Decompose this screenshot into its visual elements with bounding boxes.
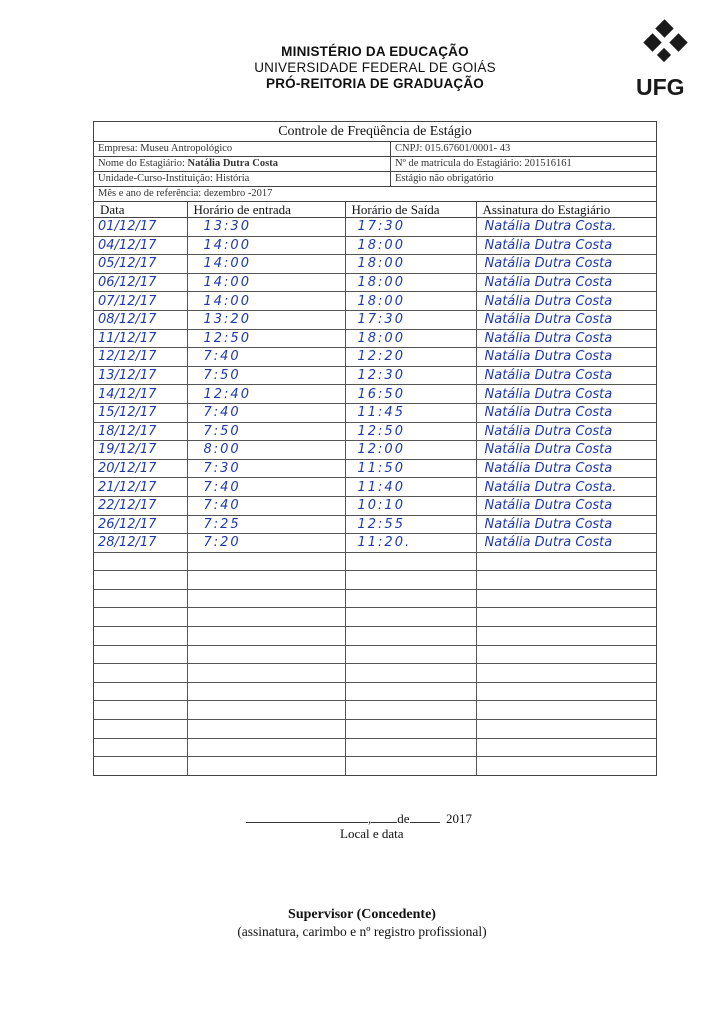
header-date: Data: [94, 202, 187, 218]
cell-date: 26/12/17: [94, 515, 187, 534]
cell-entry-time: 7:50: [187, 366, 345, 385]
cell-entry-time: 14:00: [187, 255, 345, 274]
cell-entry-time: 7:20: [187, 534, 345, 553]
cell-entry-time: 7:40: [187, 496, 345, 515]
cell-entry-time: [187, 608, 345, 627]
intern-name-label: Nome do Estagiário:: [98, 158, 188, 169]
cell-signature: [476, 589, 656, 608]
cell-entry-time: 12:40: [187, 385, 345, 404]
table-row: [94, 329, 656, 348]
header-entry-time: Horário de entrada: [187, 202, 345, 218]
cell-exit-time: 18:00: [345, 236, 476, 255]
cell-signature: [476, 701, 656, 720]
cell-date: 12/12/17: [94, 348, 187, 367]
cell-exit-time: 18:00: [345, 292, 476, 311]
logo-square-icon: [655, 19, 673, 37]
month-blank: [410, 810, 440, 823]
cell-date: 15/12/17: [94, 403, 187, 422]
cell-date: [94, 682, 187, 701]
cell-signature: Natália Dutra Costa: [476, 292, 656, 311]
cell-signature: Natália Dutra Costa: [476, 236, 656, 255]
reference-month-field: Mês e ano de referência: dezembro -2017: [98, 188, 273, 199]
cell-signature: [476, 608, 656, 627]
cell-signature: [476, 627, 656, 646]
table-row: [94, 589, 656, 608]
cell-date: [94, 608, 187, 627]
table-header-row: [94, 202, 656, 218]
internship-type-field: Estágio não obrigatório: [395, 173, 494, 184]
cell-date: 28/12/17: [94, 534, 187, 553]
cell-entry-time: [187, 645, 345, 664]
cell-signature: Natália Dutra Costa: [476, 441, 656, 460]
table-row: [94, 645, 656, 664]
cell-signature: [476, 720, 656, 739]
table-row: [94, 682, 656, 701]
table-row: [94, 422, 656, 441]
ufg-logo: [632, 18, 692, 102]
cell-exit-time: 11:50: [345, 459, 476, 478]
cell-exit-time: 17:30: [345, 218, 476, 237]
cell-date: 14/12/17: [94, 385, 187, 404]
date-separator: ,: [368, 811, 372, 826]
place-blank: [246, 810, 368, 823]
cell-date: 01/12/17: [94, 218, 187, 237]
cell-date: [94, 757, 187, 775]
cell-date: [94, 738, 187, 757]
cell-signature: Natália Dutra Costa.: [476, 218, 656, 237]
cell-exit-time: 17:30: [345, 310, 476, 329]
logo-text: UFG: [636, 74, 685, 100]
cell-exit-time: 11:40: [345, 478, 476, 497]
cell-exit-time: [345, 664, 476, 683]
cell-date: 07/12/17: [94, 292, 187, 311]
cnpj-field: CNPJ: 015.67601/0001- 43: [395, 143, 511, 154]
table-row: [94, 441, 656, 460]
table-row: [94, 534, 656, 553]
cell-date: [94, 627, 187, 646]
cell-signature: Natália Dutra Costa: [476, 255, 656, 274]
cell-exit-time: [345, 608, 476, 627]
table-row: [94, 459, 656, 478]
cell-exit-time: 11:20.: [345, 534, 476, 553]
table-row: [94, 496, 656, 515]
cell-date: 18/12/17: [94, 422, 187, 441]
company-field: Empresa: Museu Antropológico: [94, 142, 391, 156]
day-blank: [371, 810, 397, 823]
cell-signature: Natália Dutra Costa.: [476, 478, 656, 497]
cell-signature: Natália Dutra Costa: [476, 515, 656, 534]
table-row: [94, 310, 656, 329]
cell-date: 19/12/17: [94, 441, 187, 460]
place-date-label: Local e data: [340, 826, 404, 841]
table-row: [94, 292, 656, 311]
cell-entry-time: [187, 738, 345, 757]
cell-exit-time: 12:50: [345, 422, 476, 441]
attendance-table: [94, 202, 656, 775]
cell-exit-time: [345, 552, 476, 571]
table-row: [94, 218, 656, 237]
intern-name-field: [94, 157, 391, 171]
table-row: [94, 403, 656, 422]
cell-exit-time: 10:10: [345, 496, 476, 515]
cell-date: [94, 552, 187, 571]
cell-date: 22/12/17: [94, 496, 187, 515]
cell-date: [94, 720, 187, 739]
cell-date: 05/12/17: [94, 255, 187, 274]
cell-signature: Natália Dutra Costa: [476, 385, 656, 404]
ministry-title: MINISTÉRIO DA EDUCAÇÃO: [281, 44, 469, 59]
cell-exit-time: 18:00: [345, 273, 476, 292]
cell-entry-time: 7:50: [187, 422, 345, 441]
cell-exit-time: [345, 738, 476, 757]
year-text: 2017: [446, 811, 473, 826]
document-header: [200, 44, 550, 92]
supervisor-subtitle: (assinatura, carimbo e nº registro profissional): [237, 924, 487, 939]
header-exit-time: Horário de Saída: [345, 202, 476, 218]
cell-entry-time: 7:30: [187, 459, 345, 478]
info-row: [94, 142, 656, 157]
table-row: [94, 366, 656, 385]
cell-date: 08/12/17: [94, 310, 187, 329]
cell-entry-time: 7:40: [187, 403, 345, 422]
cell-signature: [476, 682, 656, 701]
table-row: [94, 515, 656, 534]
table-row: [94, 571, 656, 590]
cell-signature: [476, 571, 656, 590]
cell-entry-time: 14:00: [187, 273, 345, 292]
table-row: [94, 385, 656, 404]
cell-exit-time: 12:55: [345, 515, 476, 534]
cell-entry-time: [187, 552, 345, 571]
table-row: [94, 348, 656, 367]
cell-date: [94, 664, 187, 683]
cell-date: [94, 571, 187, 590]
table-row: [94, 757, 656, 775]
cell-exit-time: [345, 571, 476, 590]
cell-signature: Natália Dutra Costa: [476, 422, 656, 441]
cell-exit-time: 12:00: [345, 441, 476, 460]
cell-exit-time: 16:50: [345, 385, 476, 404]
cell-entry-time: [187, 627, 345, 646]
cell-signature: Natália Dutra Costa: [476, 310, 656, 329]
logo-square-icon: [643, 33, 661, 51]
cell-date: 21/12/17: [94, 478, 187, 497]
registration-field: Nº de matrícula do Estagiário: 201516161: [395, 158, 572, 169]
cell-date: [94, 589, 187, 608]
attendance-form: [93, 121, 657, 776]
cell-signature: Natália Dutra Costa: [476, 496, 656, 515]
cell-entry-time: [187, 701, 345, 720]
university-name: UNIVERSIDADE FEDERAL DE GOIÁS: [254, 60, 496, 75]
cell-date: 06/12/17: [94, 273, 187, 292]
cell-signature: Natália Dutra Costa: [476, 329, 656, 348]
cell-signature: [476, 738, 656, 757]
cell-entry-time: [187, 664, 345, 683]
table-row: [94, 738, 656, 757]
table-row: [94, 552, 656, 571]
department-name: PRÓ-REITORIA DE GRADUAÇÃO: [265, 76, 484, 91]
cell-signature: [476, 552, 656, 571]
intern-name-value: Natália Dutra Costa: [187, 158, 278, 169]
table-row: [94, 478, 656, 497]
logo-square-icon: [669, 33, 687, 51]
cell-entry-time: 7:40: [187, 348, 345, 367]
cell-entry-time: [187, 682, 345, 701]
cell-entry-time: 7:25: [187, 515, 345, 534]
cell-exit-time: 12:20: [345, 348, 476, 367]
cell-entry-time: 7:40: [187, 478, 345, 497]
cell-entry-time: 14:00: [187, 236, 345, 255]
info-row: [94, 157, 656, 172]
de-word: de: [397, 811, 410, 826]
cell-exit-time: [345, 589, 476, 608]
table-row: [94, 255, 656, 274]
table-row: [94, 273, 656, 292]
cell-signature: Natália Dutra Costa: [476, 273, 656, 292]
cell-entry-time: 13:20: [187, 310, 345, 329]
cell-signature: Natália Dutra Costa: [476, 534, 656, 553]
cell-signature: [476, 757, 656, 775]
header-signature: Assinatura do Estagiário: [476, 202, 656, 218]
form-title: Controle de Freqüência de Estágio: [94, 122, 656, 142]
cell-signature: Natália Dutra Costa: [476, 403, 656, 422]
cell-entry-time: [187, 589, 345, 608]
cell-exit-time: [345, 645, 476, 664]
unit-field: Unidade-Curso-Instituição: História: [94, 172, 391, 186]
cell-exit-time: [345, 757, 476, 775]
cell-exit-time: 11:45: [345, 403, 476, 422]
table-row: [94, 627, 656, 646]
cell-entry-time: 12:50: [187, 329, 345, 348]
info-row: [94, 187, 656, 202]
cell-entry-time: [187, 720, 345, 739]
info-row: [94, 172, 656, 187]
table-row: [94, 720, 656, 739]
cell-signature: Natália Dutra Costa: [476, 348, 656, 367]
cell-entry-time: 8:00: [187, 441, 345, 460]
cell-date: 04/12/17: [94, 236, 187, 255]
table-row: [94, 701, 656, 720]
cell-date: [94, 645, 187, 664]
cell-exit-time: [345, 720, 476, 739]
cell-date: 11/12/17: [94, 329, 187, 348]
cell-date: [94, 701, 187, 720]
cell-entry-time: 14:00: [187, 292, 345, 311]
cell-entry-time: [187, 571, 345, 590]
cell-date: 20/12/17: [94, 459, 187, 478]
cell-signature: Natália Dutra Costa: [476, 366, 656, 385]
logo-square-icon: [657, 48, 671, 62]
place-date-line: [246, 810, 472, 827]
table-row: [94, 664, 656, 683]
cell-entry-time: [187, 757, 345, 775]
cell-date: 13/12/17: [94, 366, 187, 385]
table-row: [94, 608, 656, 627]
cell-entry-time: 13:30: [187, 218, 345, 237]
cell-exit-time: [345, 627, 476, 646]
cell-exit-time: [345, 701, 476, 720]
table-row: [94, 236, 656, 255]
cell-signature: [476, 645, 656, 664]
supervisor-title: Supervisor (Concedente): [288, 907, 436, 922]
cell-exit-time: 12:30: [345, 366, 476, 385]
cell-exit-time: [345, 682, 476, 701]
cell-exit-time: 18:00: [345, 255, 476, 274]
cell-signature: [476, 664, 656, 683]
cell-exit-time: 18:00: [345, 329, 476, 348]
cell-signature: Natália Dutra Costa: [476, 459, 656, 478]
